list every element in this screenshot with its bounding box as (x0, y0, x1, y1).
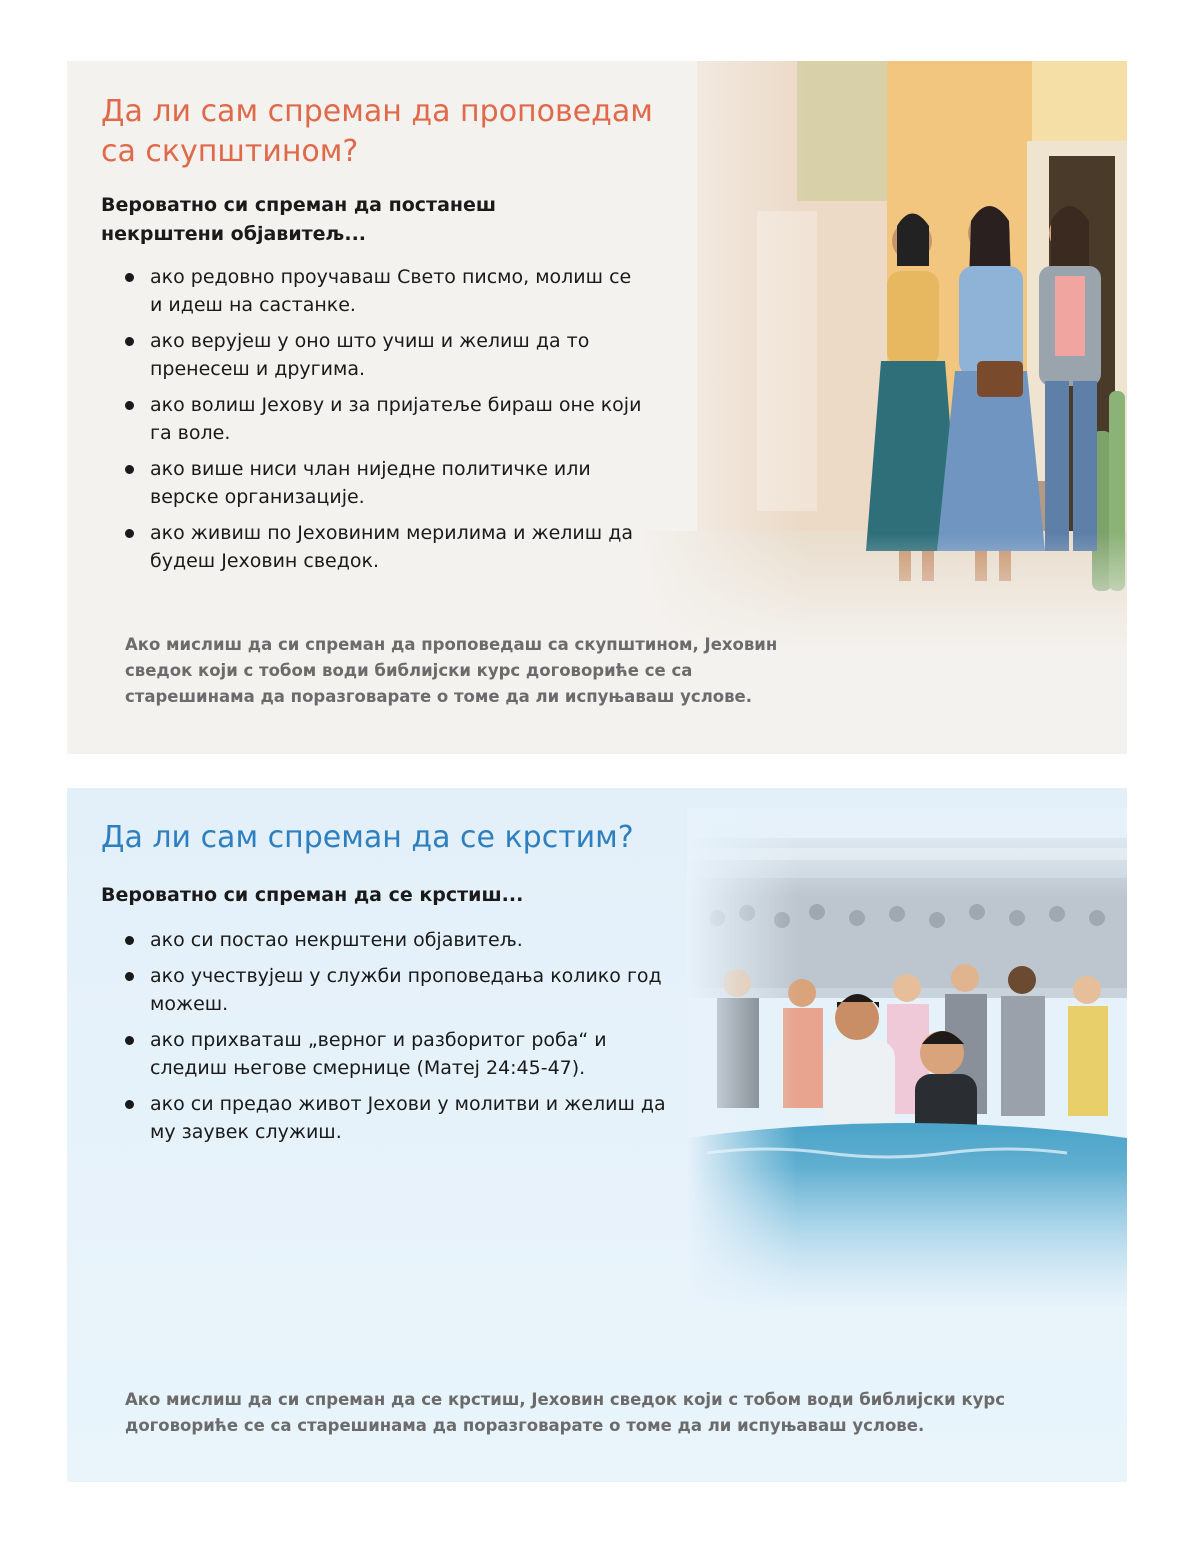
list-item-text: ако више ниси члан ниједне политичке или верске организације. (150, 458, 591, 508)
requirements-list (123, 926, 683, 1154)
list-item (123, 455, 643, 511)
section-note: Ако мислиш да си спреман да проповедаш са скупштином, Јеховин сведок који с тобом води библијски курс договориће се са старешинама да поразговарате о томе да ли испуњаваш услове. (125, 635, 778, 706)
bullet-icon (125, 529, 134, 538)
baptism-readiness-panel (67, 788, 1127, 1482)
list-item (123, 1026, 683, 1082)
list-item-text: ако редовно проучаваш Свето писмо, молиш се и идеш на састанке. (150, 266, 632, 316)
section-title: Да ли сам спреман да се крстим? (101, 820, 634, 855)
list-item (123, 926, 683, 954)
list-item-text: ако си предао живот Јехови у молитви и желиш да му заувек служиш. (150, 1093, 666, 1143)
preaching-door-illustration (637, 61, 1127, 651)
list-item-text: ако живиш по Јеховиним мерилима и желиш да будеш Јеховин сведок. (150, 522, 633, 572)
publisher-readiness-panel (67, 61, 1127, 754)
list-item (123, 263, 643, 319)
list-item-text: ако волиш Јехову и за пријатеље бираш оне који га воле. (150, 394, 642, 444)
list-item (123, 962, 683, 1018)
bullet-icon (125, 401, 134, 410)
section-title: Да ли сам спреман да проповедам са скупштином? (101, 94, 653, 169)
bullet-icon (125, 337, 134, 346)
list-item (123, 391, 643, 447)
baptism-illustration (687, 808, 1127, 1308)
bullet-icon (125, 1100, 134, 1109)
bullet-icon (125, 273, 134, 282)
requirements-list (123, 263, 643, 583)
list-item-text: ако си постао некрштени објавитељ. (150, 929, 523, 951)
bullet-icon (125, 936, 134, 945)
list-item-text: ако учествујеш у служби проповедања колико год можеш. (150, 965, 662, 1015)
bullet-icon (125, 465, 134, 474)
list-item (123, 519, 643, 575)
list-item (123, 1090, 683, 1146)
section-intro: Вероватно си спреман да постанеш некрштени објавитељ... (101, 194, 497, 245)
list-item-text: ако верујеш у оно што учиш и желиш да то пренесеш и другима. (150, 330, 590, 380)
section-note: Ако мислиш да си спреман да се крстиш, Јеховин сведок који с тобом води библијски курс договориће се са старешинама да поразговарате о томе да ли испуњаваш услове. (125, 1390, 1006, 1435)
bullet-icon (125, 1036, 134, 1045)
list-item (123, 327, 643, 383)
section-intro: Вероватно си спреман да се крстиш... (101, 884, 524, 906)
list-item-text: ако прихваташ „верног и разборитог роба“ и следиш његове смернице (Матеј 24:45-47). (150, 1029, 607, 1079)
bullet-icon (125, 972, 134, 981)
